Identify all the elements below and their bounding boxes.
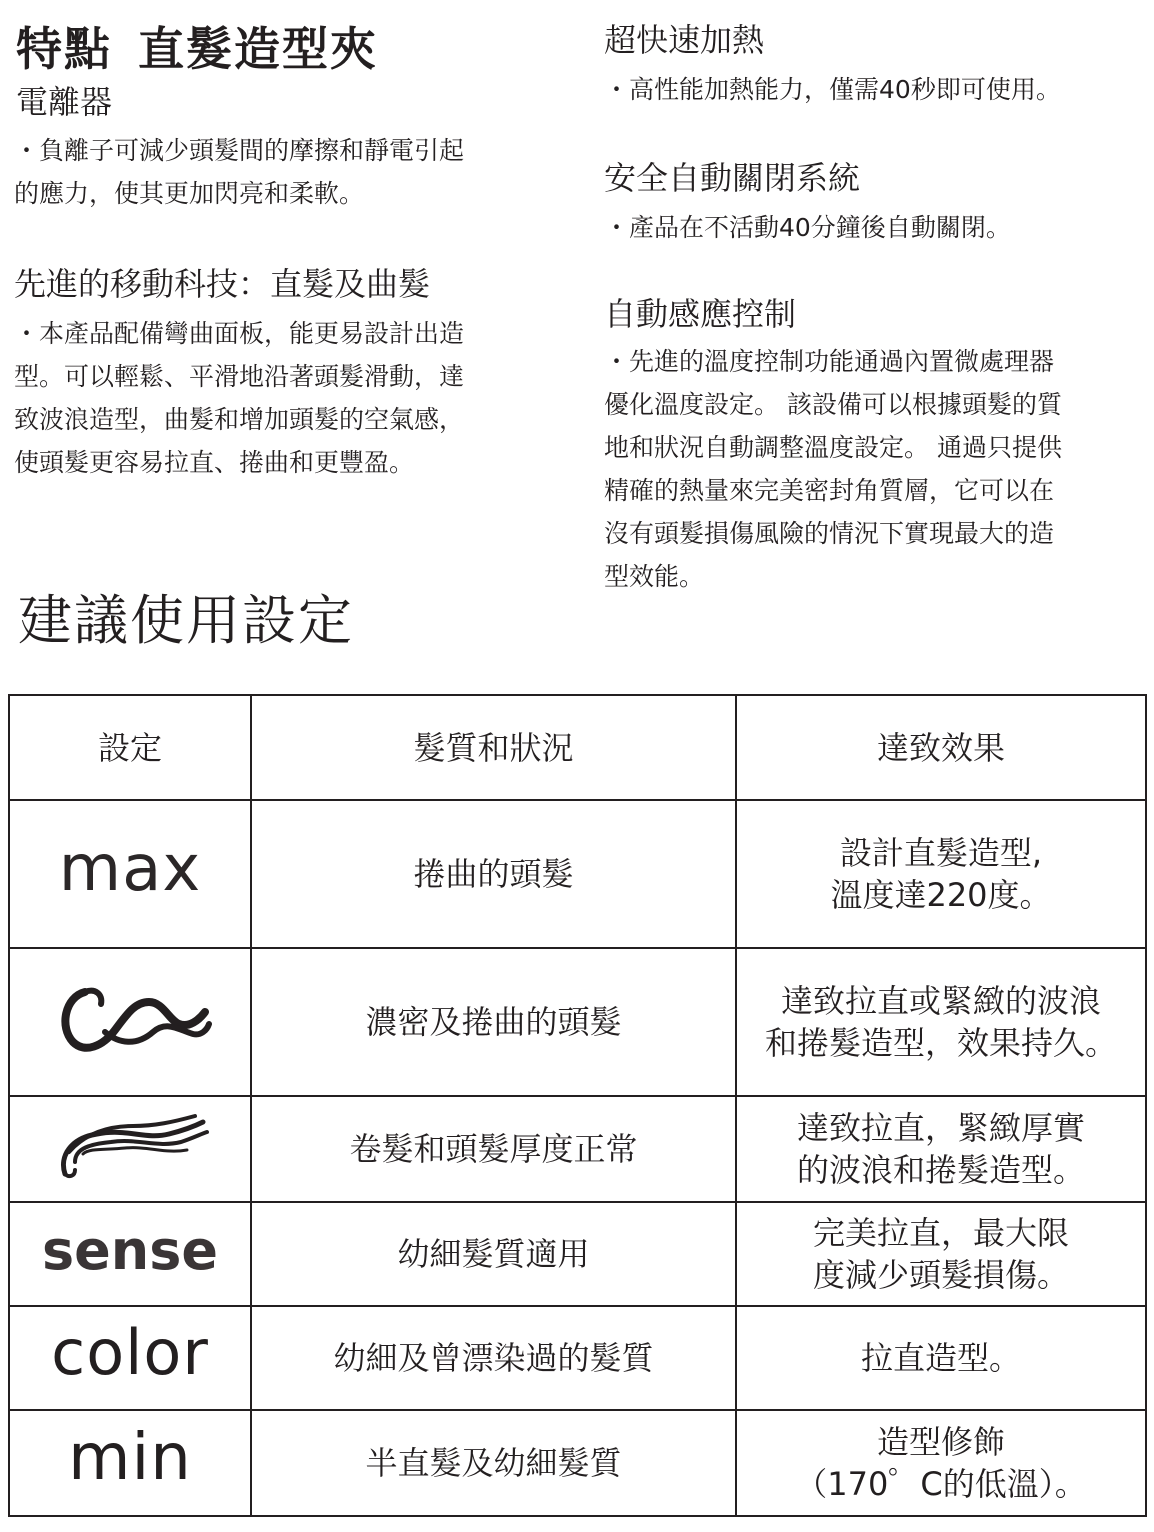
result-cell [736,800,1146,948]
setting-cell [9,948,251,1096]
result-line: 設計直髮造型, [839,834,1043,872]
fast-heat-heading: 超快速加熱 [604,21,765,59]
result-line: 和捲髮造型，效果持久。 [764,1024,1117,1062]
settings-heading: 建議使用設定 [18,589,354,652]
auto-sense-line-2: 優化溫度設定。 該設備可以根據頭髮的質 [604,390,1062,419]
table-row [9,800,1146,948]
ionizer-heading: 電離器 [16,83,113,121]
motion-line-4: 使頭髮更容易拉直、捲曲和更豐盈。 [14,448,415,477]
fast-heat-text [604,68,1149,111]
fast-heat-line-1: ・高性能加熱能力，僅需40秒即可使用。 [604,75,1061,104]
page-title [16,22,378,76]
ionizer-line-1: ・負離子可減少頭髮間的摩擦和靜電引起 [14,136,465,165]
title-features: 特點 [16,22,112,76]
table-row [9,1410,1146,1516]
motion-line-2: 型。可以輕鬆、平滑地沿著頭髮滑動，達 [14,362,465,391]
hair-cell: 幼細及曾漂染過的髮質 [251,1306,736,1410]
wave-loop-icon [45,972,215,1062]
hair-cell: 捲曲的頭髮 [251,800,736,948]
auto-sense-heading: 自動感應控制 [604,295,797,333]
color-logo: color [51,1316,209,1389]
result-cell [736,1306,1146,1410]
result-line: 度減少頭髮損傷。 [812,1256,1069,1294]
result-line: 造型修飾 [876,1423,1005,1461]
result-cell [736,1410,1146,1516]
hair-cell: 半直髮及幼細髮質 [251,1410,736,1516]
table-header-row [9,695,1146,800]
header-result: 達致效果 [736,695,1146,800]
auto-sense-line-5: 沒有頭髮損傷風險的情況下實現最大的造 [604,519,1055,548]
result-cell [736,948,1146,1096]
result-line: 的波浪和捲髮造型。 [796,1151,1085,1189]
result-line: 達致拉直，緊緻厚實 [796,1109,1085,1147]
result-line: 達致拉直或緊緻的波浪 [780,982,1101,1020]
auto-sense-line-6: 型效能。 [604,562,705,591]
motion-tech-heading: 先進的移動科技：直髮及曲髮 [14,265,431,303]
result-line: 拉直造型。 [860,1339,1021,1377]
sense-logo: sense [42,1218,218,1282]
title-product: 直髮造型夾 [138,22,378,76]
auto-off-heading: 安全自動關閉系統 [604,159,861,197]
hair-cell: 濃密及捲曲的頭髮 [251,948,736,1096]
auto-sense-line-1: ・先進的溫度控制功能通過內置微處理器 [604,347,1055,376]
ionizer-line-2: 的應力，使其更加閃亮和柔軟。 [14,179,365,208]
table-row [9,1202,1146,1306]
setting-cell [9,800,251,948]
hair-cell: 幼細髮質適用 [251,1202,736,1306]
setting-cell [9,1306,251,1410]
result-line: 完美拉直，最大限 [812,1214,1069,1252]
result-cell [736,1202,1146,1306]
table-row [9,948,1146,1096]
setting-cell [9,1096,251,1202]
result-cell [736,1096,1146,1202]
setting-cell [9,1202,251,1306]
ionizer-text [14,129,584,215]
motion-tech-text [14,312,584,484]
table-row [9,1096,1146,1202]
header-hair: 髮質和狀況 [251,695,736,800]
auto-sense-line-3: 地和狀況自動調整溫度設定。 通過只提供 [604,433,1062,462]
auto-sense-text [604,340,1149,598]
auto-sense-line-4: 精確的熱量來完美密封角質層，它可以在 [604,476,1055,505]
setting-cell [9,1410,251,1516]
hair-cell: 卷髮和頭髮厚度正常 [251,1096,736,1202]
motion-line-3: 致波浪造型，曲髮和增加頭髮的空氣感， [14,405,465,434]
header-setting: 設定 [9,695,251,800]
min-logo: min [68,1421,192,1495]
auto-off-text [604,206,1149,249]
motion-line-1: ・本產品配備彎曲面板，能更易設計出造 [14,319,465,348]
auto-off-line-1: ・產品在不活動40分鐘後自動關閉。 [604,213,1011,242]
table-row [9,1306,1146,1410]
result-line: （170゜C的低溫）。 [795,1465,1087,1503]
max-logo: max [58,832,202,906]
result-line: 溫度達220度。 [830,876,1052,914]
settings-table [8,694,1147,1517]
hair-flow-icon [45,1104,215,1184]
